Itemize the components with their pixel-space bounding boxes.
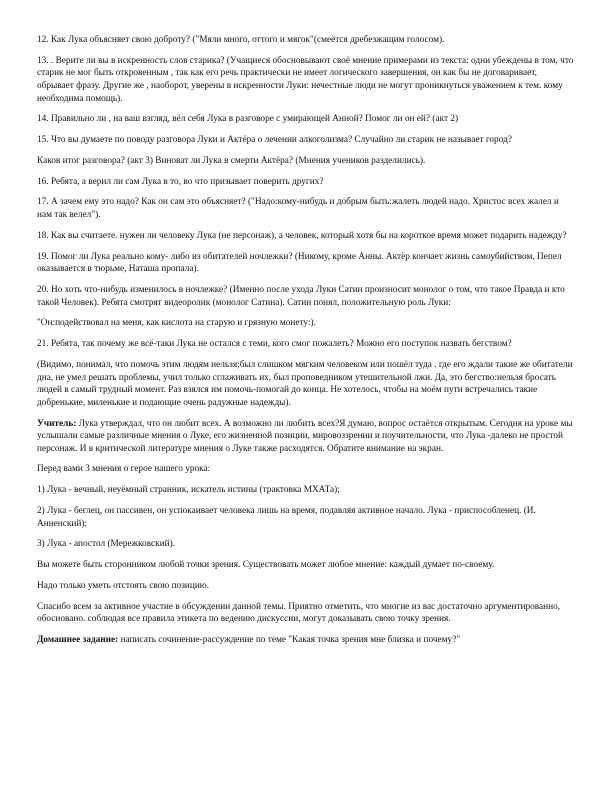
paragraph-text: 15. Что вы думаете по поводу разговора Луки и Актёра о лечении алкоголизма? Случайно ли старик не называет город?	[37, 135, 512, 146]
paragraph-q20	[37, 284, 575, 309]
paragraph-any-opinion	[37, 559, 575, 572]
paragraph-text: 3) Лука - апостол (Мережковский).	[37, 539, 176, 550]
paragraph-satin-quote	[37, 317, 575, 330]
paragraph-q15-result	[37, 155, 575, 168]
paragraph-text: Надо только уметь отстоять свою позицию.	[37, 580, 210, 591]
homework-label: Домашнее задание:	[37, 635, 119, 646]
paragraph-opinion-1	[37, 484, 575, 497]
paragraph-q14	[37, 113, 575, 126]
paragraph-text: 2) Лука - беглец, он пассивен, он успокаивает человека лишь на время, подавляя активное начало. Лука - приспособленец. (И. Анненский);	[37, 506, 536, 529]
paragraph-q19	[37, 251, 575, 276]
paragraph-text: 18. Как вы считаете. нужен ли человеку Лука (не персонаж), а человек, который хотя бы на короткое время может подарить надежду?	[37, 230, 567, 241]
paragraph-text: 13. . Верите ли вы в искренность слов старика? (Учащиеся обосновывают своё мнение примерами из текста: одни убеждены в том, что старик не мог быть откровенным , так как его речь практически не имеет логического завершения, он как бы не договаривает, обрывает фразу. Другие же , наоборот, уверены в искренности Луки: нечестные люди не могут проникнуться уважением к тем. кому необходима помощь).	[37, 55, 574, 104]
paragraph-q13	[37, 55, 575, 105]
paragraph-text: (Видимо, понимал, что помочь этим людям нельзя;был слишком мягким человеком или пошёл туда . где его ждали такие же обитатели дна, не умел решать проблемы, учил только сглаживать их, был проповедником утешительной лжи. Да, это бегство:нельзя бросать людей в самый трудный момент. Раз взялся им помочь-помогай до конца. Не хотелось, чтобы на моём пути встречались такие добренькие, миленькие и подающие очень радужные надежды).	[37, 359, 573, 408]
paragraph-teacher	[37, 418, 575, 456]
paragraph-text: 16. Ребята, а верил ли сам Лука в то, во что призывает поверить других?	[37, 176, 324, 187]
paragraph-text: 21. Ребята, так почему же всё-таки Лука не остался с теми, кого смог пожалеть? Можно его поступок назвать бегством?	[37, 339, 512, 350]
paragraph-homework	[37, 634, 575, 647]
paragraph-text: 20. Но хоть что-нибудь изменилось в ночлежке? (Именно после ухода Луки Сатин произносит монолог о том, что такое Правда и кто такой Человек). Ребята смотрят видеоролик (монолог Сатина). Сатин понял, положительную роль Луки:	[37, 285, 565, 308]
paragraph-opinions-intro	[37, 463, 575, 476]
paragraph-text: Вы можете быть сторонником любой точки зрения. Существовать может любое мнение: каждый думает по-своему.	[37, 560, 495, 571]
paragraph-text: 1) Лука - вечный, неуёмный странник, искатель истины (трактовка МХАТа);	[37, 485, 340, 496]
teacher-label: Учитель:	[37, 418, 77, 429]
paragraph-q12	[37, 34, 575, 47]
paragraph-text: Спасибо всем за активное участие в обсуждении данной темы. Приятно отметить, что многие из вас достаточно аргументированно, обосновано. соблюдая все правила этикета по ведению дискуссии, могут доказывать свою точку зрения.	[37, 601, 561, 625]
paragraph-text: "Он:подействовал на меня, как кислота на старую и грязную монету:).	[37, 318, 316, 329]
paragraph-text: 17. А зачем ему это надо? Как он сам это объясняет? ("Надо:кому-нибудь и добрым быть:жалеть людей надо. Христос всех жалел и нам так велел").	[37, 197, 559, 221]
paragraph-q17	[37, 196, 575, 221]
paragraph-text: 12. Как Лука объясняет свою доброту? ("Мяли много, оттого и мягок"(смеётся дребезжащим голосом).	[37, 35, 445, 45]
paragraph-defend-position	[37, 580, 575, 593]
paragraph-text: Перед вами 3 мнения о герое нашего урока:	[37, 464, 211, 475]
paragraph-q21	[37, 338, 575, 351]
paragraph-thanks	[37, 601, 575, 626]
paragraph-text: 19. Помог ли Лука реально кому- либо из обитателей ночлежки? (Никому, кроме Анны. Актёр кончает жизнь самоубийством, Пепел оказывается в тюрьме, Наташа пропала).	[37, 251, 562, 275]
paragraph-text: Каков итог разговора? (акт 3) Виноват ли Лука в смерти Актёра? (Мнения учеников разделились).	[37, 155, 426, 166]
paragraph-q16	[37, 176, 575, 189]
paragraph-q15	[37, 134, 575, 147]
paragraph-opinion-3	[37, 538, 575, 551]
paragraph-q21-answer	[37, 359, 575, 409]
paragraph-text: 14. Правильно ли , на ваш взгляд, вёл себя Лука в разговоре с умирающей Анной? Помог ли он ей? (акт 2)	[37, 114, 459, 125]
paragraph-text: Лука утверждал, что он любит всех. А возможно ли любить всех?Я думаю, вопрос остаётся открытым. Сегодня на уроке мы услышали самые различные мнения о Луке, его жизненной позиции, мировоззрении и поучительности, что Лука -далеко не простой персонаж. И в критической литературе мнения о Луке также расходятся. Обратите внимание на экран.	[37, 418, 573, 454]
paragraph-text: написать сочинение-рассуждение по теме "Какая точка зрения мне близка и почему?"	[118, 635, 461, 646]
paragraph-q18	[37, 230, 575, 243]
paragraph-opinion-2	[37, 505, 575, 530]
